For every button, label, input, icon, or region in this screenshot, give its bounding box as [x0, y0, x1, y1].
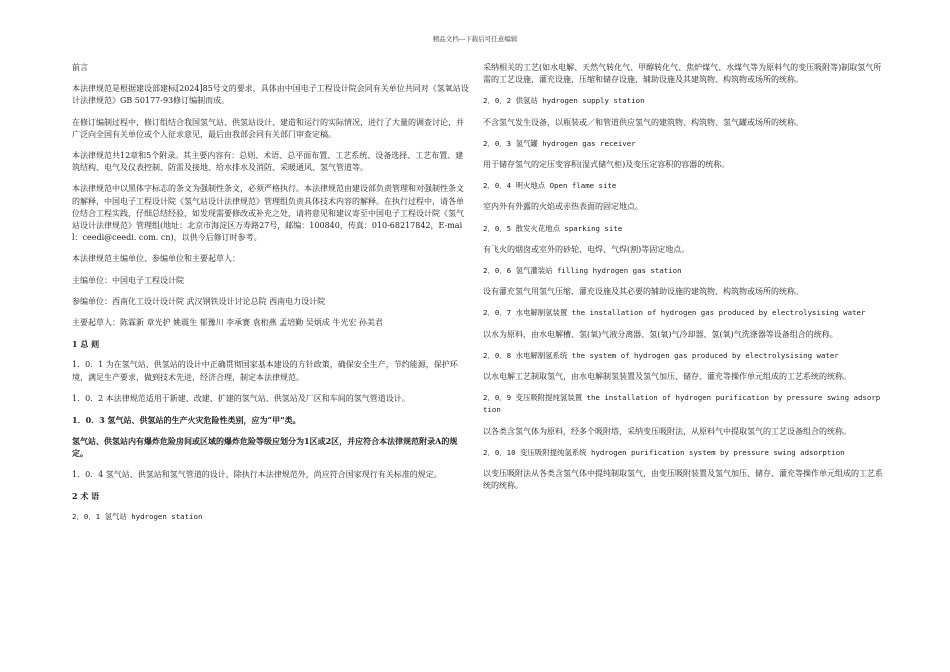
paragraph: 1．0．1 为在氢气站、供氢站的设计中正确贯彻国家基本建设的方针政策，确保安全生产，节约能源，保护环境，满足生产要求，做到技术先进，经济合理，制定本法律规范。 — [72, 360, 458, 382]
paragraph: 参编单位：西南化工设计设计院 武汉钢铁设计讨论总院 西南电力设计院 — [72, 296, 326, 306]
section-heading: 2 术 语 — [72, 490, 100, 501]
paragraph: 1．0．2 本法律规范适用于新建、改建、扩建的氢气站、供氢站及厂区和车间的氢气管道设计。 — [72, 393, 410, 403]
paragraph: 2．0．7 水电解制氢装置 the installation of hydrogen gas produced by electrolysising water — [483, 308, 866, 318]
paragraph: 本法律规范共12章和5个附录。其主要内容有：总则、术语、总平面布置、工艺系统、设备选择、工艺布置、建筑结构、电气及仪表控制、防雷及接地、给水排水及消防、采暖通风、氢气管道等。 — [72, 151, 464, 173]
section-heading: 氢气站、供氢站内有爆炸危险房间或区域的爆炸危险等级应划分为1区或2区，并应符合本法律规范附录A的规定。 — [72, 436, 458, 459]
paragraph: 本法律规范是根据建设部建标[2024]85号文的要求，具体由中国电子工程设计院会同有关单位共同对《氢氧站设计法律规范》GB 50177-93修订编制而成。 — [72, 84, 469, 106]
paragraph: 主编单位：中国电子工程设计院 — [72, 275, 184, 285]
paragraph: 2．0．1 氢气站 hydrogen station — [72, 512, 203, 522]
paragraph: 采纳相关的工艺(如水电解、天然气转化气、甲醇转化气、焦炉煤气、水煤气等为原料气的变压吸附等)制取氢气所需的工艺设施、灌充设施、压缩和储存设施、辅助设施及其建筑物、构筑物或场所的统称。 — [483, 63, 882, 85]
paragraph: 本法律规范中以黑体字标志的条文为强制性条文，必须严格执行。本法律规范由建设部负责管理和对强制性条文的解释，中国电子工程设计院《氢气站设计法律规范》管理组负责具体技术内容的解释。在执行过程中，请各单位结合工程实践，仔细总结经验，如发现需要修改或补充之处，请将意见和建议寄至中国电子工程设计院《氢气站设计法律规范》管理组(地址：北京市海淀区万寿路27号，邮编：100840，传真：010-68217842，E-mail：ceedi@ceedi. com. cn)，以供今后修订时参考。 — [72, 184, 464, 243]
page-header: 精品文档---下载后可任意编辑 — [432, 35, 518, 43]
paragraph: 2．0．8 水电解制氢系统 the system of hydrogen gas produced by electrolysising water — [483, 350, 839, 360]
paragraph: 有飞火的烟囱或室外的砂轮、电焊、气焊(割)等固定地点。 — [483, 244, 690, 254]
section-heading: 1 总 则 — [72, 339, 100, 350]
left-column — [72, 62, 470, 532]
paragraph: 用于储存氢气的定压变容积(湿式储气柜)及变压定容积的容器的统称。 — [483, 160, 730, 170]
paragraph: 以水电解工艺制取氢气，由水电解制氢装置及氢气加压、储存、灌充等操作单元组成的工艺系统的统称。 — [483, 372, 851, 382]
paragraph: 2．0．10 变压吸附提纯氢系统 hydrogen purification system by pressure swing adsorption — [483, 447, 845, 457]
paragraph: 以水为原料，由水电解槽、氢(氧)气液分离器、氢(氧)气冷却器、氢(氧)气洗涤器等设备组合的统称。 — [483, 329, 838, 339]
paragraph: 在修订编制过程中，修订组结合我国氢气站、供氢站设计、建造和运行的实际情况，进行了大量的调查讨论，并广泛向全国有关单位或个人征求意见，最后由我部会同有关部门审查定稿。 — [72, 117, 464, 139]
paragraph: 室内外有外露的火焰或赤热表面的固定地点。 — [483, 202, 643, 212]
paragraph: 设有灌充氢气用氢气压缩、灌充设施及其必要的辅助设施的建筑物、构筑物或场所的统称。 — [483, 287, 803, 297]
paragraph: 2．0．2 供氢站 hydrogen supply station — [483, 96, 645, 106]
paragraph: 本法律规范主编单位、参编单位和主要起草人： — [72, 254, 240, 264]
paragraph: 2．0．5 散发火花地点 sparking site — [483, 223, 623, 233]
section-heading: 1．0．3 氢气站、供氢站的生产火灾危险性类别，应为“甲”类。 — [72, 415, 301, 426]
paragraph: 以各类含氢气体为原料，经多个吸附塔，采纳变压吸附法，从原料气中提取氢气的工艺设备组合的统称。 — [483, 426, 851, 436]
paragraph: 不含氢气发生设备，以瓶装或／和管道供应氢气的建筑物、构筑物、氢气罐或场所的统称。 — [483, 117, 803, 127]
paragraph: 2．0．9 变压吸附提纯氢装置 the installation of hydrogen purification by pressure swing adsorption — [483, 393, 881, 415]
paragraph: 前言 — [72, 63, 88, 72]
paragraph: 主要起草人：陈霖新 章光护 姚震生 郁豫川 李承赛 袁桁燕 孟培勤 吴炳成 牛光宏 孙美君 — [72, 318, 383, 328]
paragraph: 2．0．4 明火地点 Open flame site — [483, 181, 617, 191]
paragraph: 1．0．4 氢气站、供氢站和氢气管道的设计，除执行本法律规范外，尚应符合国家现行有关标准的规定。 — [72, 469, 442, 479]
paragraph: 以变压吸附法从各类含氢气体中提纯制取氢气，由变压吸附装置及氢气加压、储存、灌充等操作单元组成的工艺系统的统称。 — [483, 469, 883, 491]
paragraph: 2．0．6 氢气灌装站 filling hydrogen gas station — [483, 266, 682, 276]
paragraph: 2．0．3 氢气罐 hydrogen gas receiver — [483, 138, 636, 148]
right-column — [483, 62, 883, 501]
